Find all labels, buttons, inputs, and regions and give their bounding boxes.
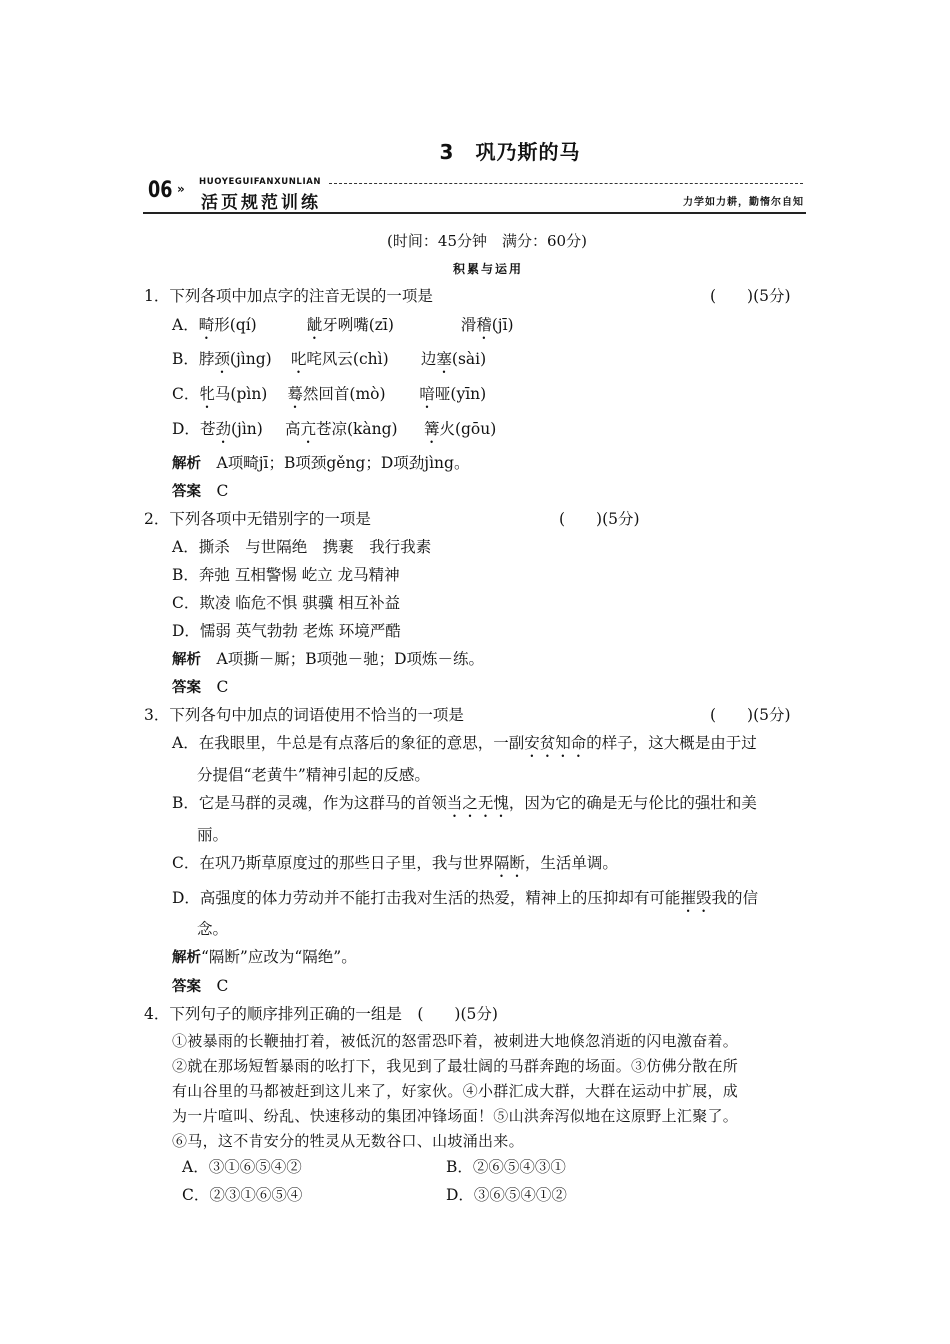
q1-d-item-1: 苍劲(jìn) [199,420,263,438]
q1-a-item-2: 龇牙咧嘴(zī) [306,316,394,334]
q2-option-c: C．欺凌 临危不惧 骐骥 相互补益 [172,594,401,612]
q4-passage-line: ⑥马，这不肯安分的牲灵从无数谷口、山坡涌出来。 [172,1132,524,1150]
q3-option-d-cont: 念。 [197,920,229,938]
q1-c-item-1: 牝马(pìn) [199,385,268,403]
banner-pinyin: HUOYEGUIFANXUNLIAN [199,177,322,187]
q3-score: ( )(5分) [710,706,791,724]
q4-option-c: C．②③①⑥⑤④ [182,1186,303,1204]
q4-option-a: A．③①⑥⑤④② [182,1158,302,1176]
q1-b-item-2: 叱咤风云(chì) [290,350,389,368]
q2-score: ( )(5分) [559,510,640,528]
q3-option-c: C．在巩乃斯草原度过的那些日子里，我与世界隔断，生活单调。 [172,854,618,872]
q3-a-dotted-phrase: 安贫知命 [524,734,587,752]
q3-b-dotted-phrase: 当之无愧 [446,794,509,812]
q4-passage-line: 有山谷里的马都被赶到这儿来了，好家伙。④小群汇成大群，大群在运动中扩展，成 [172,1082,739,1100]
q3-option-d: D．高强度的体力劳动并不能打击我对生活的热爱，精神上的压抑却有可能摧毁我的信 [172,889,758,907]
q1-stem: 1．下列各项中加点字的注音无误的一项是 [144,287,433,305]
q1-option-b: B．脖颈(jìng) 叱咤风云(chì) 边塞(sài) [172,347,486,377]
q1-d-item-2: 高亢苍凉(kàng) [284,420,398,438]
q2-answer: 答案 C [172,678,229,696]
q1-answer: 答案 C [172,482,229,500]
q4-passage-line: 为一片喧叫、纷乱、快速移动的集团冲锋场面！⑤山洪奔泻似地在这原野上汇聚了。 [172,1107,739,1125]
q2-option-b: B．奔弛 互相警惕 屹立 龙马精神 [172,566,400,584]
q1-option-c: C．牝马(pìn) 蓦然回首(mò) 喑哑(yīn) [172,382,486,412]
q1-option-a: A．畸形(qí) 龇牙咧嘴(zī) 滑稽(jī) [172,313,514,343]
q2-option-d: D．懦弱 英气勃勃 老炼 环境严酷 [172,622,401,640]
q1-a-item-3: 滑稽(jī) [460,316,514,334]
q1-c-item-3: 喑哑(yīn) [419,385,487,403]
q4-option-b: B．②⑥⑤④③① [446,1158,566,1176]
q3-answer: 答案 C [172,977,229,995]
section-banner [143,174,806,214]
q3-stem: 3．下列各句中加点的词语使用不恰当的一项是 [144,706,464,724]
q4-passage-line: ①被暴雨的长鞭抽打着，被低沉的怒雷恐吓着，被刺进大地倏忽消逝的闪电激奋着。 [172,1032,739,1050]
q3-option-a: A．在我眼里，牛总是有点落后的象征的意思，一副安贫知命的样子，这大概是由于过 [172,734,757,752]
q4-stem: 4．下列句子的顺序排列正确的一组是 ( )(5分) [144,1005,498,1023]
q2-analysis: 解析 A项撕－厮；B项弛－驰；D项炼－练。 [172,650,485,668]
q1-b-item-3: 边塞(sài) [420,350,487,368]
page-title: 3 巩乃斯的马 [439,140,581,164]
q3-option-b-cont: 丽。 [197,826,229,844]
subheading: 积累与运用 [452,262,523,276]
chevron-icon: » [177,182,185,196]
q2-stem: 2．下列各项中无错别字的一项是 [144,510,371,528]
banner-dashed-line [329,183,803,184]
q4-option-d: D．③⑥⑤④①② [446,1186,567,1204]
banner-section-title: 活页规范训练 [201,193,321,213]
time-score-info: (时间：45分钟 满分：60分) [387,232,587,250]
q1-score: ( )(5分) [710,287,791,305]
banner-rule [143,212,806,214]
q1-option-d: D．苍劲(jìn) 高亢苍凉(kàng) 篝火(gōu) [172,417,496,447]
q1-d-item-3: 篝火(gōu) [423,420,497,438]
q3-analysis: 解析“隔断”应改为“隔绝”。 [172,948,357,966]
banner-number: 06 [148,178,173,203]
q1-b-item-1: 脖颈(jìng) [198,350,272,368]
q1-a-item-1: 畸形(qí) [198,316,257,334]
q3-option-a-cont: 分提倡“老黄牛”精神引起的反感。 [197,766,430,784]
q3-c-dotted-phrase: 隔断 [493,854,525,872]
q1-analysis: 解析 A项畸jī；B项颈gěng；D项劲jìng。 [172,454,470,472]
q1-c-item-2: 蓦然回首(mò) [287,385,386,403]
q2-option-a: A．撕杀 与世隔绝 携裹 我行我素 [172,538,432,556]
q4-passage-line: ②就在那场短暂暴雨的吆打下，我见到了最壮阔的马群奔跑的场面。③仿佛分散在所 [172,1057,739,1075]
q3-d-dotted-phrase: 摧毁 [680,889,712,907]
q3-option-b: B．它是马群的灵魂，作为这群马的首领当之无愧，因为它的确是无与伦比的强壮和美 [172,794,757,812]
banner-motto: 力学如力耕，勤惰尔自知 [683,197,804,208]
